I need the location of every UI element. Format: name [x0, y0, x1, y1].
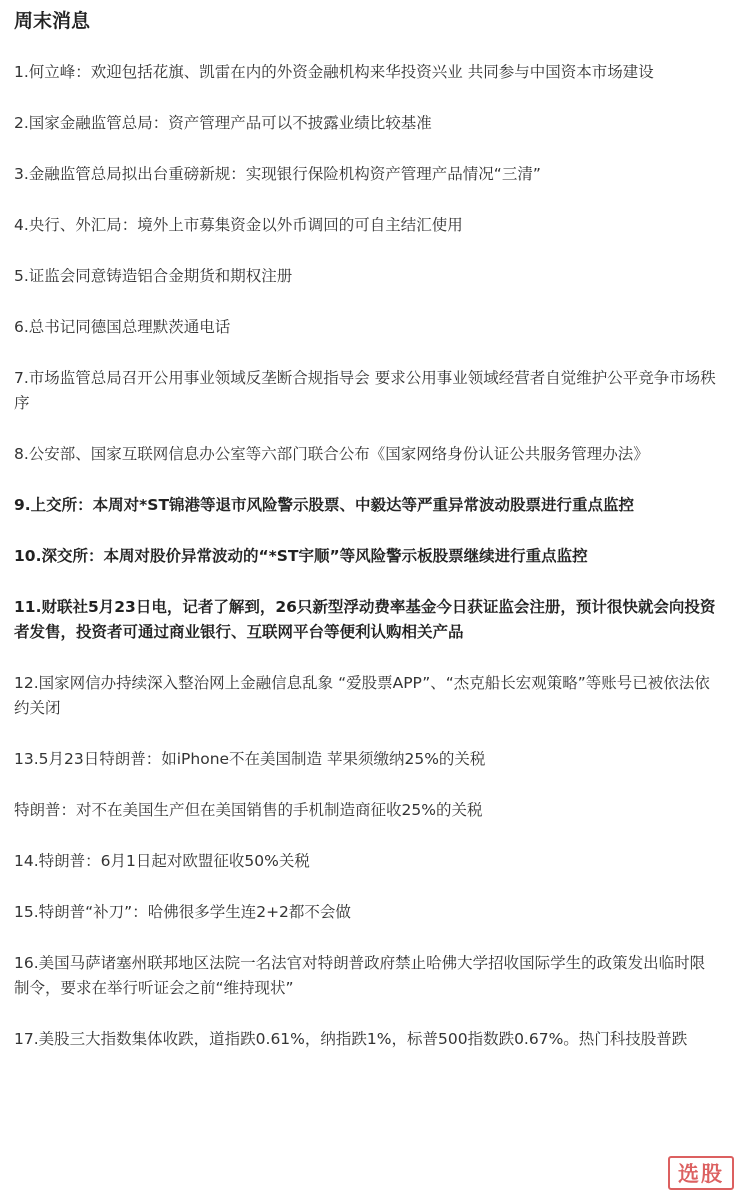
news-item-14: 14.特朗普：6月1日起对欧盟征收50%关税 [14, 852, 310, 870]
news-list [14, 60, 716, 1052]
page-title: 周末消息 [14, 10, 91, 32]
news-item-1: 1.何立峰：欢迎包括花旗、凯雷在内的外资金融机构来华投资兴业 共同参与中国资本市场建设 [14, 63, 654, 81]
news-item-6: 6.总书记同德国总理默茨通电话 [14, 318, 231, 336]
news-item-7: 7.市场监管总局召开公用事业领域反垄断合规指导会 要求公用事业领域经营者自觉维护公平竞争市场秩序 [14, 369, 716, 412]
news-item-17: 17.美股三大指数集体收跌，道指跌0.61%，纳指跌1%，标普500指数跌0.67%。热门科技股普跌 [14, 1030, 688, 1048]
news-item-2: 2.国家金融监管总局：资产管理产品可以不披露业绩比较基准 [14, 114, 432, 132]
news-item-15: 15.特朗普“补刀”：哈佛很多学生连2+2都不会做 [14, 903, 351, 921]
news-item-9: 9.上交所：本周对*ST锦港等退市风险警示股票、中毅达等严重异常波动股票进行重点监控 [14, 496, 635, 514]
news-item-12: 12.国家网信办持续深入整治网上金融信息乱象 “爱股票APP”、“杰克船长宏观策略”等账号已被依法依约关闭 [14, 674, 710, 717]
news-item-16: 16.美国马萨诸塞州联邦地区法院一名法官对特朗普政府禁止哈佛大学招收国际学生的政策发出临时限制令，要求在举行听证会之前“维持现状” [14, 954, 706, 997]
watermark-stamp: 选股 [668, 1156, 734, 1190]
news-item-5: 5.证监会同意铸造铝合金期货和期权注册 [14, 267, 293, 285]
news-item-13: 13.5月23日特朗普：如iPhone不在美国制造 苹果须缴纳25%的关税 [14, 750, 486, 768]
news-item-13-followup: 特朗普：对不在美国生产但在美国销售的手机制造商征收25%的关税 [14, 801, 483, 819]
news-item-10: 10.深交所：本周对股价异常波动的“*ST宇顺”等风险警示板股票继续进行重点监控 [14, 547, 588, 565]
news-item-11: 11.财联社5月23日电，记者了解到，26只新型浮动费率基金今日获证监会注册，预计很快就会向投资者发售，投资者可通过商业银行、互联网平台等便利认购相关产品 [14, 598, 716, 641]
news-item-3: 3.金融监管总局拟出台重磅新规：实现银行保险机构资产管理产品情况“三清” [14, 165, 541, 183]
news-item-4: 4.央行、外汇局：境外上市募集资金以外币调回的可自主结汇使用 [14, 216, 463, 234]
news-item-8: 8.公安部、国家互联网信息办公室等六部门联合公布《国家网络身份认证公共服务管理办法》 [14, 445, 649, 463]
